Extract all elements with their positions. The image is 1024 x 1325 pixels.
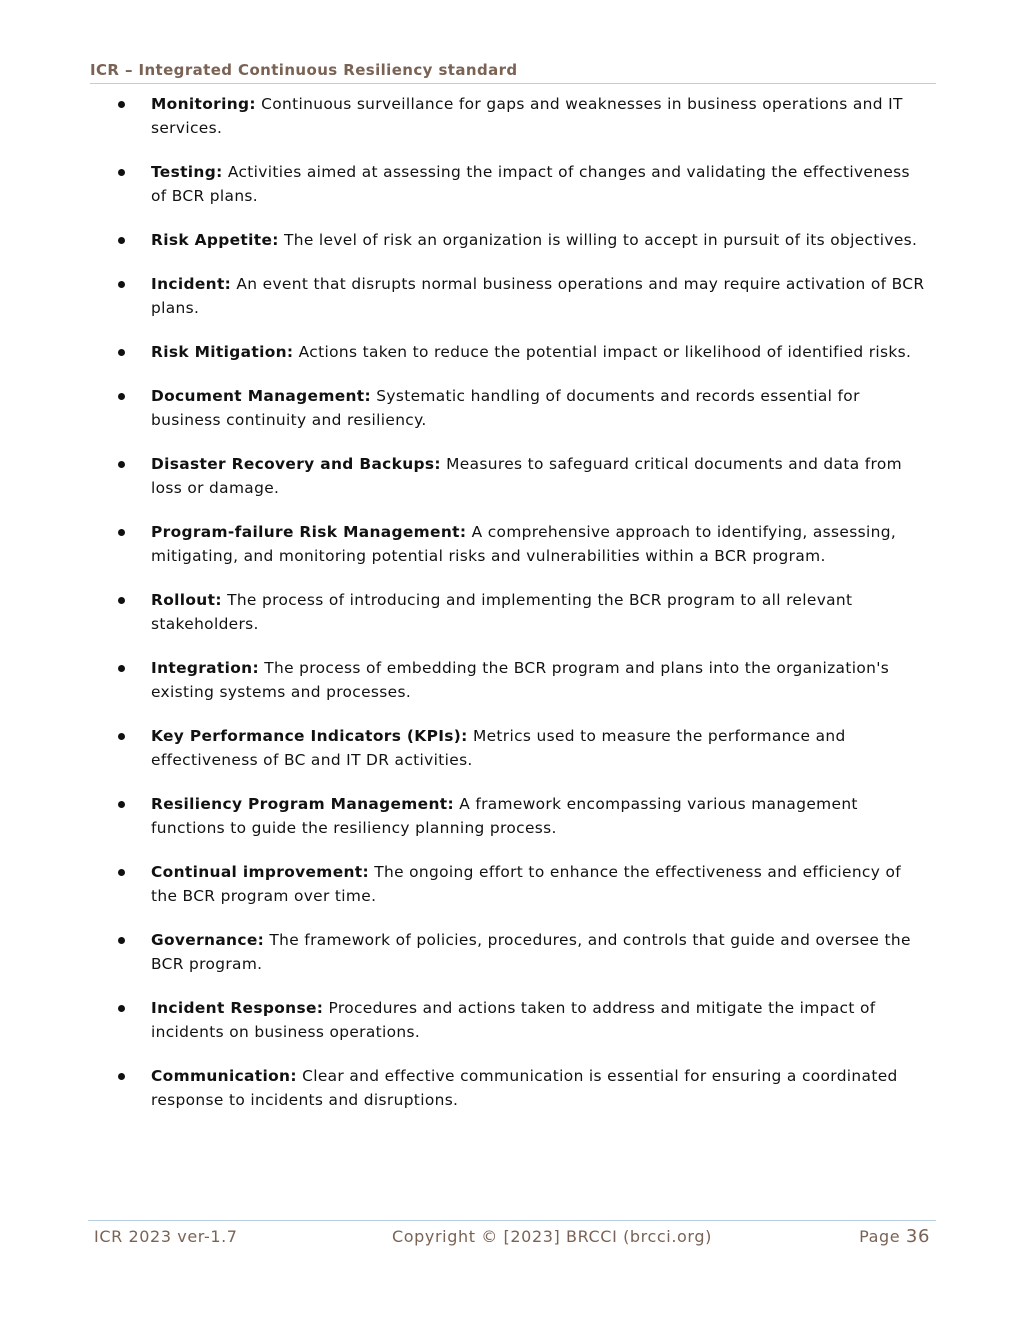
list-item [118,452,928,500]
list-item [118,792,928,840]
definition: Continuous surveillance for gaps and weaknesses in business operations and IT services. [151,95,903,137]
list-item [118,724,928,772]
bullet-icon [118,281,125,288]
footer-copyright: Copyright © [2023] BRCCI (brcci.org) [392,1227,712,1246]
term: Resiliency Program Management: [151,795,454,813]
bullet-icon [118,393,125,400]
term: Testing: [151,163,223,181]
term: Disaster Recovery and Backups: [151,455,441,473]
page-header [90,60,936,84]
definition: A framework encompassing various management functions to guide the resiliency planning process. [151,795,858,837]
bullet-icon [118,801,125,808]
list-item [118,384,928,432]
bullet-icon [118,101,125,108]
list-item [118,92,928,140]
list-item [118,860,928,908]
definition: The framework of policies, procedures, and controls that guide and oversee the BCR program. [151,931,911,973]
footer-row [88,1221,936,1251]
list-item [118,928,928,976]
definition: Activities aimed at assessing the impact of changes and validating the effectiveness of BCR plans. [151,163,910,205]
definition: The process of embedding the BCR program and plans into the organization's existing systems and processes. [151,659,890,701]
definition: The process of introducing and implementing the BCR program to all relevant stakeholders. [151,591,853,633]
list-item [118,656,928,704]
definition: Measures to safeguard critical documents and data from loss or damage. [151,455,902,497]
list-item [118,520,928,568]
definition-list [118,92,928,1132]
term: Incident: [151,275,232,293]
list-item [118,340,928,364]
footer-page [859,1223,930,1251]
term: Communication: [151,1067,297,1085]
bullet-icon [118,529,125,536]
term: Risk Mitigation: [151,343,294,361]
list-item [118,228,928,252]
term: Key Performance Indicators (KPIs): [151,727,468,745]
bullet-icon [118,665,125,672]
term: Rollout: [151,591,222,609]
bullet-icon [118,1073,125,1080]
term: Integration: [151,659,259,677]
definition: Systematic handling of documents and records essential for business continuity and resiliency. [151,387,860,429]
page-number: 36 [905,1226,930,1247]
definition: The level of risk an organization is willing to accept in pursuit of its objectives. [278,231,918,249]
list-item [118,160,928,208]
header-title: ICR – Integrated Continuous Resiliency standard [90,61,518,79]
definition: Metrics used to measure the performance and effectiveness of BC and IT DR activities. [151,727,846,769]
bullet-icon [118,237,125,244]
definition: An event that disrupts normal business operations and may require activation of BCR plans. [151,275,925,317]
definition: A comprehensive approach to identifying, assessing, mitigating, and monitoring potential risks and vulnerabilities within a BCR program. [151,523,897,565]
bullet-icon [118,349,125,356]
list-item [118,588,928,636]
term: Document Management: [151,387,372,405]
definition: Clear and effective communication is essential for ensuring a coordinated response to incidents and disruptions. [151,1067,898,1109]
term: Program-failure Risk Management: [151,523,467,541]
list-item [118,272,928,320]
definition: Procedures and actions taken to address and mitigate the impact of incidents on business operations. [151,999,876,1041]
term: Continual improvement: [151,863,369,881]
bullet-icon [118,733,125,740]
term: Monitoring: [151,95,256,113]
bullet-icon [118,461,125,468]
bullet-icon [118,869,125,876]
definition: The ongoing effort to enhance the effectiveness and efficiency of the BCR program over time. [151,863,901,905]
term: Governance: [151,931,265,949]
footer-version: ICR 2023 ver-1.7 [94,1227,238,1246]
bullet-icon [118,169,125,176]
bullet-icon [118,937,125,944]
bullet-icon [118,1005,125,1012]
definition: Actions taken to reduce the potential impact or likelihood of identified risks. [293,343,912,361]
bullet-icon [118,597,125,604]
term: Incident Response: [151,999,324,1017]
page-label: Page [859,1227,906,1246]
term: Risk Appetite: [151,231,279,249]
list-item [118,996,928,1044]
list-item [118,1064,928,1112]
page-footer [88,1220,936,1251]
